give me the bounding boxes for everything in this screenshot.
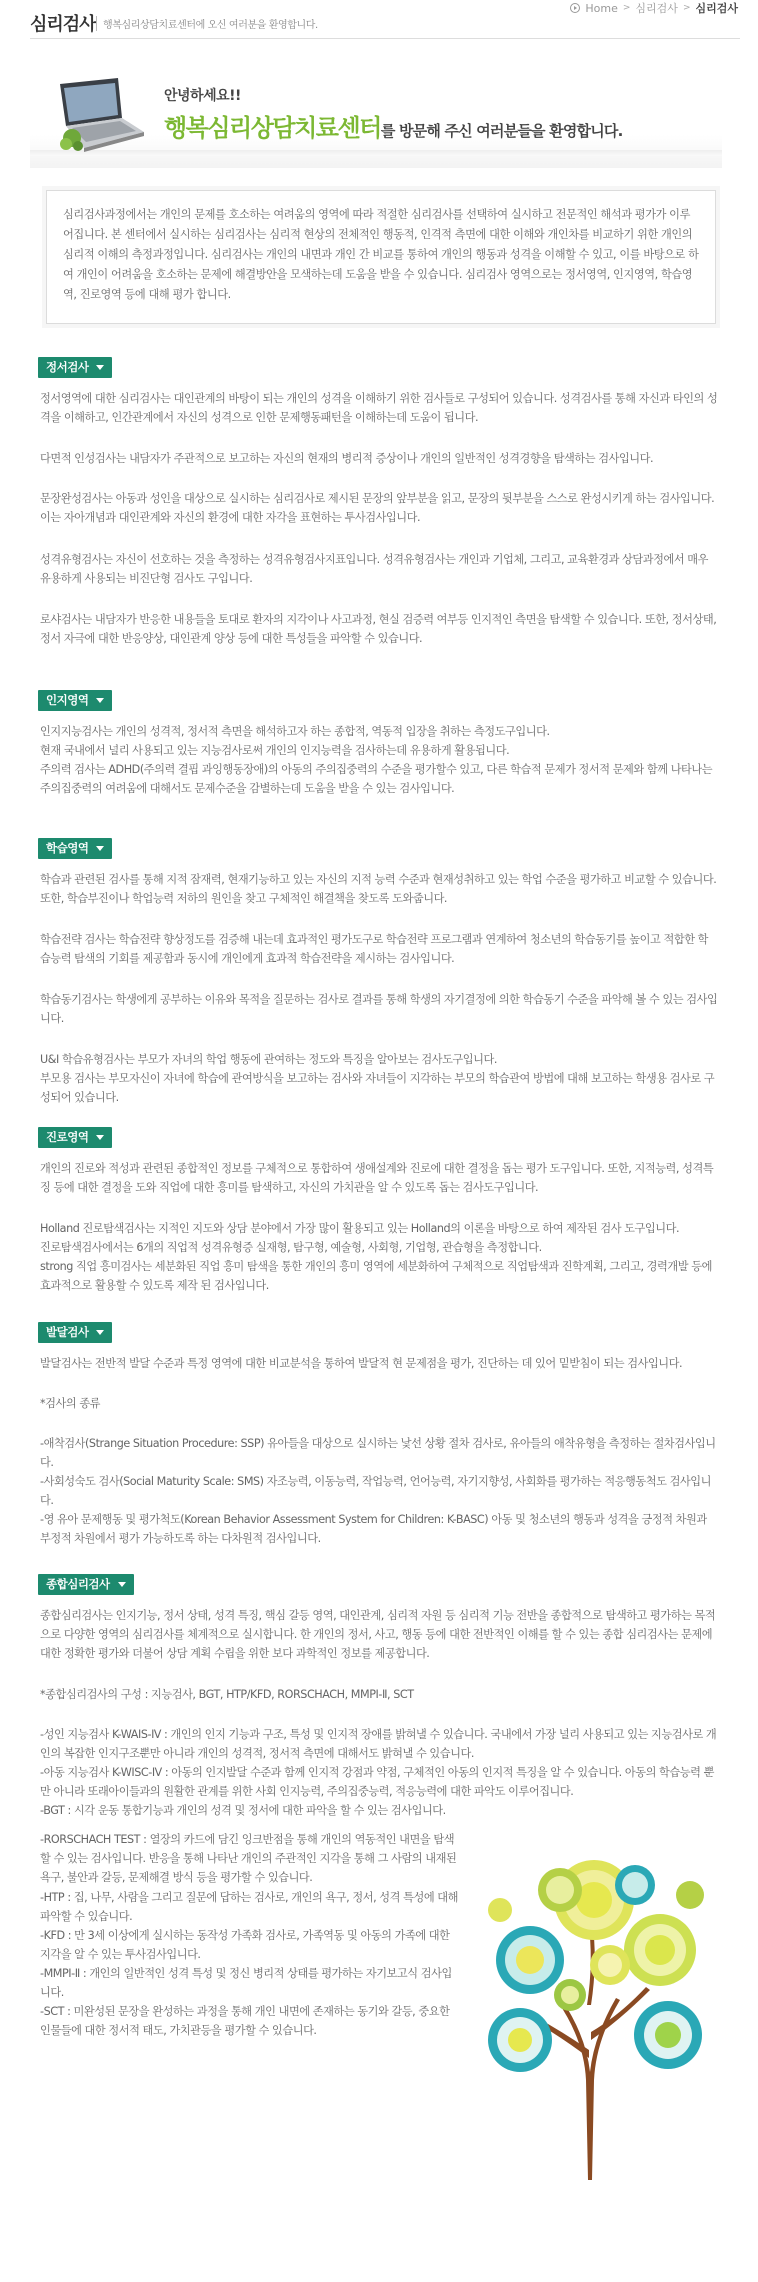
emotion-paragraph-5: 로샤검사는 내담자가 반응한 내용들을 토대로 환자의 지각이나 사고과정, 현실 검증력 여부등 인지적인 측면을 탐색할 수 있습니다. 또한, 정서상태, 정서 자극에 대한 반응양상, 대인관계 양상 등에 대한 특성들을 파악할 수 있습니다.	[40, 613, 717, 645]
home-icon	[570, 3, 580, 13]
section-career-label: 진로영역	[46, 1130, 89, 1144]
breadcrumb	[570, 0, 738, 16]
comprehensive-item-rorschach: -RORSCHACH TEST : 열장의 카드에 담긴 잉크반점을 통해 개인의 역동적인 내면을 탐색할 수 있는 검사입니다. 반응을 통해 나타난 개인의 주관적인 지각을 통해 그 사람의 내재된 욕구, 불안과 갈등, 문제해결 방식 등을 평가할 수 있습니다.	[40, 1833, 457, 1884]
section-emotion-label: 정서검사	[46, 360, 89, 374]
development-paragraph-1: 발달검사는 전반적 발달 수준과 특정 영역에 대한 비교분석을 통하여 발달적 현 문제점을 평가, 진단하는 데 있어 밑받침이 되는 검사입니다.	[40, 1357, 683, 1370]
chevron-down-icon	[96, 846, 104, 851]
cognitive-paragraph-1: 인지지능검사는 개인의 성격적, 정서적 측면을 해석하고자 하는 종합적, 역동적 입장을 취하는 측정도구입니다.	[40, 725, 550, 738]
comprehensive-item-kwisc: -아동 지능검사 K-WISC-Ⅳ : 아동의 인지발달 수준과 함께 인지적 강점과 약점, 구체적인 아동의 인지적 특징을 알 수 있습니다. 아동의 학습능력 뿐만 아니라 또래아이들과의 원활한 관계를 위한 사회 인지능력, 주의집중능력, 적응능력에 대한 파악도 이루어집니다.	[40, 1766, 714, 1798]
chevron-down-icon	[96, 1135, 104, 1140]
tree-illustration	[470, 1840, 710, 2180]
breadcrumb-current: 심리검사	[695, 2, 738, 15]
chevron-down-icon	[96, 698, 104, 703]
career-paragraph-4: strong 직업 흥미검사는 세분화된 직업 흥미 탐색을 통한 개인의 흥미 영역에 세분화하여 구체적으로 직업탐색과 진학계획, 그리고, 경력개발 등에 효과적으로 활용할 수 있도록 제작 된 검사입니다.	[40, 1260, 712, 1292]
comprehensive-item-sct: -SCT : 미완성된 문장을 완성하는 과정을 통해 개인 내면에 존재하는 동기와 갈등, 중요한 인물들에 대한 정서적 태도, 가치관등을 평가할 수 있습니다.	[40, 2005, 450, 2037]
section-development-label: 발달검사	[46, 1325, 89, 1339]
comprehensive-composition: *종합심리검사의 구성 : 지능검사, BGT, HTP/KFD, RORSCHACH, MMPI-Ⅱ, SCT	[40, 1688, 414, 1701]
chevron-right-icon: >	[622, 3, 631, 13]
section-comprehensive-button[interactable]	[38, 1574, 134, 1595]
greeting-text: 안녕하세요!!	[164, 88, 241, 104]
learning-paragraph-2: 학습전략 검사는 학습전략 향상정도를 검증해 내는데 효과적인 평가도구로 학습전략 프로그램과 연계하여 청소년의 학습동기를 높이고 적합한 학습능력 탐색의 기회를 제공함과 동시에 개인에게 효과적 학습전략을 제시하는 검사입니다.	[40, 933, 709, 965]
comprehensive-item-kfd: -KFD : 만 3세 이상에게 실시하는 동작성 가족화 검사로, 가족역동 및 아동의 가족에 대한 지각을 알 수 있는 투사검사입니다.	[40, 1929, 450, 1961]
page-title: 심리검사	[30, 14, 96, 35]
intro-box: 심리검사과정에서는 개인의 문제를 호소하는 여려움의 영역에 따라 적절한 심리검사를 선택하여 실시하고 전문적인 해석과 평가가 이루어집니다. 본 센터에서 실시하는 심리검사는 심리적 현상의 전체적인 행동적, 인격적 측면에 대한 이해와 개인차를 비교하기 위한 개인의 심리적 이해의 측정과정입니다. 심리검사는 개인의 내면과 개인 간 비교를 통하여 개인의 행동과 성격을 이해할 수 있고, 이를 바탕으로 하여 개인이 어려움을 호소하는 문제에 해결방안을 모색하는데 도움을 받을 수 있습니다. 심리검사 영역으로는 정서영역, 인지영역, 학습영역, 진로영역 등에 대해 평가 합니다.	[46, 190, 716, 324]
section-career-button[interactable]	[38, 1127, 112, 1148]
header-divider	[30, 38, 740, 39]
chevron-down-icon	[118, 1582, 126, 1587]
development-item-kbasc: -영 유아 문제행동 및 평가척도(Korean Behavior Assessment System for Children: K-BASC) 아동 및 청소년의 행동과 성격을 긍정적 차원과 부정적 차원에서 평가 가능하도록 하는 다차원적 검사입니다.	[40, 1513, 707, 1545]
section-emotion-button[interactable]	[38, 357, 112, 378]
page-header	[0, 0, 758, 42]
chevron-down-icon	[96, 1330, 104, 1335]
page-subtitle: 행복심리상담치료센터에 오신 여러분을 환영합니다.	[96, 16, 318, 31]
learning-paragraph-4: U&I 학습유형검사는 부모가 자녀의 학업 행동에 관여하는 정도와 특징을 알아보는 검사도구입니다.	[40, 1053, 497, 1066]
laptop-icon	[48, 78, 148, 158]
emotion-paragraph-2: 다면적 인성검사는 내담자가 주관적으로 보고하는 자신의 현재의 병리적 증상이나 개인의 일반적인 성격경향을 탐색하는 검사입니다.	[40, 452, 654, 465]
section-learning-label: 학습영역	[46, 841, 89, 855]
breadcrumb-category[interactable]: 심리검사	[635, 2, 678, 15]
section-learning-button[interactable]	[38, 838, 112, 859]
learning-paragraph-1: 학습과 관련된 검사를 통해 지적 잠재력, 현재기능하고 있는 자신의 지적 능력 수준과 현재성취하고 있는 학업 수준을 평가하고 비교할 수 있습니다. 또한, 학습부진이나 학업능력 저하의 원인을 찾고 구체적인 해결책을 찾도록 도와줍니다.	[40, 873, 717, 905]
development-item-ssp: -애착검사(Strange Situation Procedure: SSP) 유아들을 대상으로 실시하는 낯선 상황 절차 검사로, 유아들의 애착유형을 측정하는 절차검사입니다.	[40, 1437, 716, 1469]
welcome-suffix: 를 방문해 주신 여러분들을 환영합니다.	[380, 122, 623, 140]
welcome-heading	[164, 108, 622, 143]
comprehensive-paragraph-1: 종합심리검사는 인지기능, 정서 상태, 성격 특징, 핵심 갈등 영역, 대인관계, 심리적 자원 등 심리적 기능 전반을 종합적으로 탐색하고 평가하는 목적으로 다양한 영역의 심리검사를 체계적으로 실시합니다. 한 개인의 정서, 사고, 행동 등에 대한 전반적인 이해를 할 수 있는 종합 심리검사는 문제에 대한 정확한 평가와 더불어 상담 계획 수립을 위한 보다 과학적인 정보를 제공합니다.	[40, 1609, 716, 1660]
learning-paragraph-5: 부모용 검사는 부모자신이 자녀에 학습에 관여방식을 보고하는 검사와 자녀들이 지각하는 부모의 학습관여 방법에 대해 보고하는 학생용 검사로 구성되어 있습니다.	[40, 1072, 715, 1104]
career-paragraph-2: Holland 진로탐색검사는 지적인 지도와 상담 분야에서 가장 많이 활용되고 있는 Holland의 이론을 바탕으로 하여 제작된 검사 도구입니다.	[40, 1222, 680, 1235]
section-comprehensive-label: 종합심리검사	[46, 1577, 110, 1591]
cognitive-paragraph-3: 주의력 검사는 ADHD(주의력 결핍 과잉행동장애)의 아동의 주의집중력의 수준을 평가할수 있고, 다른 학습적 문제가 정서적 문제와 함께 나타나는 주의집중력의 여려움에 대해서도 문제수준을 감별하는데 도움을 받을 수 있는 검사입니다.	[40, 763, 713, 795]
emotion-paragraph-3: 문장완성검사는 아동과 성인을 대상으로 실시하는 심리검사로 제시된 문장의 앞부분을 읽고, 문장의 뒷부분을 스스로 완성시키게 하는 검사입니다. 이는 자아개념과 대인관계와 자신의 환경에 대한 자각을 표현하는 투사검사입니다.	[40, 492, 715, 524]
career-paragraph-3: 진로탐색검사에서는 6개의 직업적 성격유형증 실재형, 탐구형, 예술형, 사회형, 기업형, 관습형을 측정합니다.	[40, 1241, 542, 1254]
center-name: 행복심리상담치료센터	[164, 114, 381, 142]
cognitive-paragraph-2: 현재 국내에서 널리 사용되고 있는 지능검사로써 개인의 인지능력을 검사하는데 유용하게 활용됩니다.	[40, 744, 510, 757]
comprehensive-item-kwais: -성인 지능검사 K-WAIS-Ⅳ : 개인의 인지 기능과 구조, 특성 및 인지적 장애를 밝혀낼 수 있습니다. 국내에서 가장 널리 사용되고 있는 지능검사로 개인의 복잡한 인지구조뿐만 아니라 개인의 성격적, 정서적 측면에 대해서도 밝혀낼 수 있습니다.	[40, 1728, 717, 1760]
chevron-right-icon: >	[682, 3, 691, 13]
section-cognitive-button[interactable]	[38, 690, 112, 711]
section-development-button[interactable]	[38, 1322, 112, 1343]
section-cognitive-label: 인지영역	[46, 693, 89, 707]
development-item-sms: -사회성숙도 검사(Social Maturity Scale: SMS) 자조능력, 이동능력, 작업능력, 언어능력, 자기지향성, 사회화를 평가하는 적응행동척도 검사입니다.	[40, 1475, 712, 1507]
emotion-paragraph-4: 성격유형검사는 자신이 선호하는 것을 측정하는 성격유형검사지표입니다. 성격유형검사는 개인과 기업체, 그리고, 교육환경과 상담과정에서 매우 유용하게 사용되는 비진단형 검사도 구입니다.	[40, 553, 709, 585]
comprehensive-item-htp: -HTP : 집, 나무, 사람을 그리고 질문에 답하는 검사로, 개인의 욕구, 정서, 성격 특성에 대해 파악할 수 있습니다.	[40, 1891, 458, 1923]
comprehensive-item-bgt: -BGT : 시각 운동 통합기능과 개인의 성격 및 정서에 대한 파악을 할 수 있는 검사입니다.	[40, 1804, 446, 1817]
breadcrumb-home[interactable]: Home	[585, 1, 618, 15]
career-paragraph-1: 개인의 진로와 적성과 관련된 종합적인 정보를 구체적으로 통합하여 생애설계와 진로에 대한 결정을 돕는 평가 도구입니다. 또한, 지적능력, 성격특징 등에 대한 결정을 도와 직업에 대한 흥미를 탐색하고, 자신의 가치관을 알 수 있도록 돕는 검사도구입니다.	[40, 1162, 714, 1194]
development-types-heading: *검사의 종류	[40, 1397, 101, 1410]
comprehensive-item-mmpi: -MMPI-Ⅱ : 개인의 일반적인 성격 특성 및 정신 병리적 상태를 평가하는 자기보고식 검사입니다.	[40, 1967, 452, 1999]
emotion-paragraph-1: 정서영역에 대한 심리검사는 대인관계의 바탕이 되는 개인의 성격을 이해하기 위한 검사들로 구성되어 있습니다. 성격검사를 통해 자신과 타인의 성격을 이해하고, 인간관계에서 자신의 성격으로 인한 문제행동패턴을 이해하는데 도움이 됩니다.	[40, 392, 718, 424]
learning-paragraph-3: 학습동기검사는 학생에게 공부하는 이유와 목적을 질문하는 검사로 결과를 통해 학생의 자기결정에 의한 학습동기 수준을 파악해 볼 수 있는 검사입니다.	[40, 993, 718, 1025]
chevron-down-icon	[96, 365, 104, 370]
